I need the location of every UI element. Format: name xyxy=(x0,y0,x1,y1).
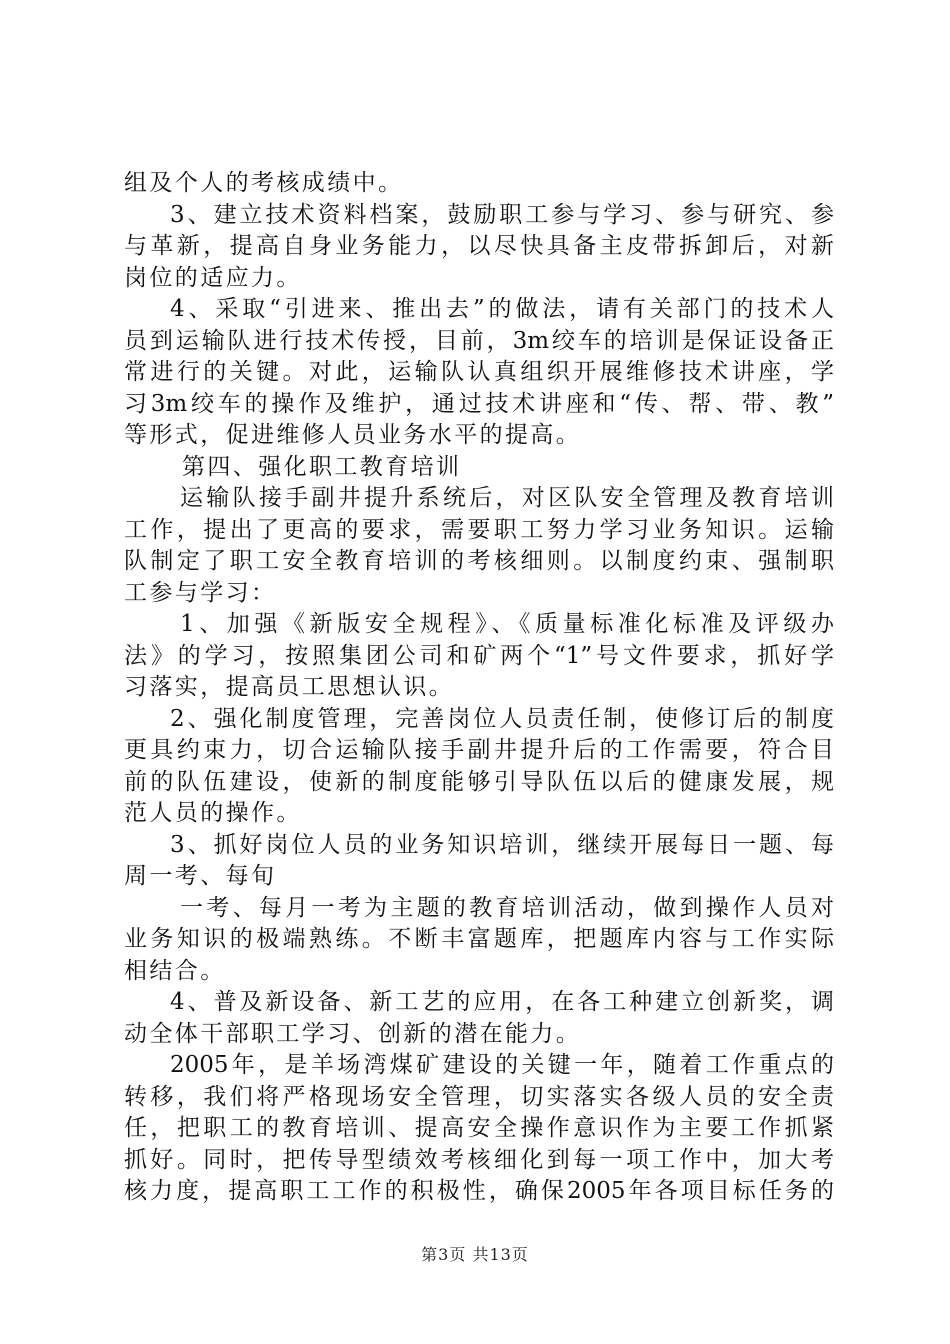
text-line: 范人员的操作。 xyxy=(124,800,302,826)
text-line: 周一考、每旬 xyxy=(124,863,277,889)
text-line: 4、普及新设备、新工艺的应用，在各工种建立创新奖，调 xyxy=(170,989,834,1015)
document-body xyxy=(124,168,834,1208)
text-line: 法》的学习，按照集团公司和矿两个“1”号文件要求，抓好学 xyxy=(124,642,834,669)
text-line: 岗位的适应力。 xyxy=(124,264,302,291)
text-line: 等形式，促进维修人员业务水平的提高。 xyxy=(124,422,582,448)
text-line: 队制定了职工安全教育培训的考核细则。以制度约束、强制职 xyxy=(124,548,834,574)
text-line: 工作，提出了更高的要求，需要职工努力学习业务知识。运输 xyxy=(124,516,834,543)
text-line: 转移，我们将严格现场安全管理，切实落实各级人员的安全责 xyxy=(124,1083,834,1110)
text-line: 组及个人的考核成绩中。 xyxy=(124,170,404,196)
text-line: 工参与学习： xyxy=(124,579,277,606)
text-line: 习3m绞车的操作及维护，通过技术讲座和“传、帮、带、教” xyxy=(124,390,834,417)
text-line: 动全体干部职工学习、创新的潜在能力。 xyxy=(124,1020,582,1047)
text-line: 业务知识的极端熟练。不断丰富题库，把题库内容与工作实际 xyxy=(124,926,834,952)
text-line: 习落实，提高员工思想认识。 xyxy=(124,674,455,700)
text-line: 更具约束力，切合运输队接手副井提升后的工作需要，符合目 xyxy=(124,737,834,763)
text-line: 3、建立技术资料档案，鼓励职工参与学习、参与研究、参 xyxy=(170,201,834,228)
text-line: 2、强化制度管理，完善岗位人员责任制，使修订后的制度 xyxy=(170,705,834,732)
text-line: 与革新，提高自身业务能力，以尽快具备主皮带拆卸后，对新 xyxy=(124,233,834,259)
text-line: 一考、每月一考为主题的教育培训活动，做到操作人员对 xyxy=(180,894,834,921)
text-line: 相结合。 xyxy=(124,957,226,984)
text-line: 1、加强《新版安全规程》、《质量标准化标准及评级办 xyxy=(180,611,834,637)
section-heading: 第四、强化职工教育培训 xyxy=(182,453,462,480)
text-line: 抓好。同时，把传导型绩效考核细化到每一项工作中，加大考 xyxy=(124,1146,834,1173)
text-line: 4、采取“引进来、推出去”的做法，请有关部门的技术人 xyxy=(170,296,834,322)
text-line: 2005年，是羊场湾煤矿建设的关键一年，随着工作重点的 xyxy=(170,1052,834,1078)
text-line: 核力度，提高职工工作的积极性，确保2005年各项目标任务的 xyxy=(124,1178,834,1204)
text-line: 运输队接手副井提升系统后，对区队安全管理及教育培训 xyxy=(180,485,834,511)
text-line: 3、抓好岗位人员的业务知识培训，继续开展每日一题、每 xyxy=(170,831,834,858)
text-line: 前的队伍建设，使新的制度能够引导队伍以后的健康发展，规 xyxy=(124,768,834,795)
text-line: 员到运输队进行技术传授，目前，3m绞车的培训是保证设备正 xyxy=(124,327,834,354)
page-footer: 第3页 共13页 xyxy=(421,1245,529,1264)
text-line: 任，把职工的教育培训、提高安全操作意识作为主要工作抓紧 xyxy=(124,1115,834,1141)
text-line: 常进行的关键。对此，运输队认真组织开展维修技术讲座，学 xyxy=(124,359,834,385)
